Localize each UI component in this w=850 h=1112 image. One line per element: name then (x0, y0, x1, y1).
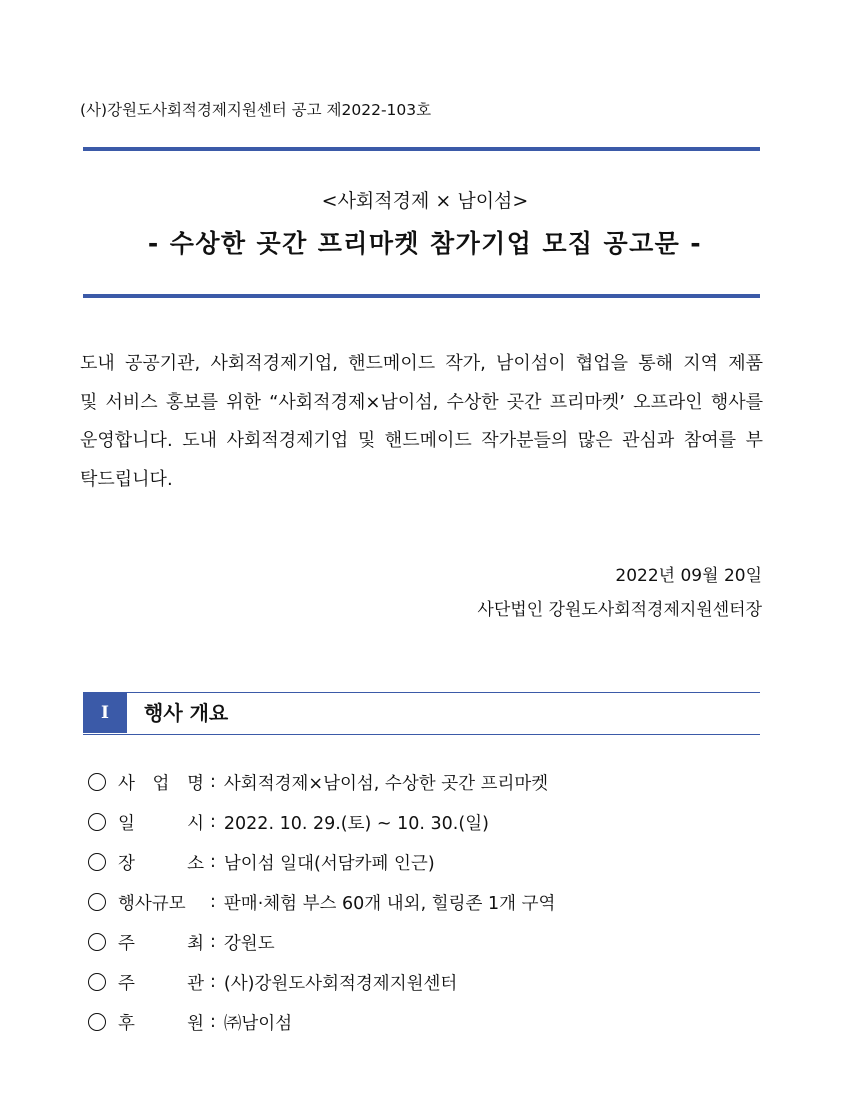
item-separator: : (210, 852, 216, 872)
item-label-part: 소 (187, 853, 204, 874)
item-label-part: 관 (187, 973, 204, 994)
item-separator: : (210, 892, 216, 912)
item-label-part: 원 (187, 1013, 204, 1034)
bottom-divider (83, 294, 760, 298)
item-label (118, 970, 204, 995)
intro-paragraph: 도내 공공기관, 사회적경제기업, 핸드메이드 작가, 남이섬이 협업을 통해 지역 제품 및 서비스 홍보를 위한 “사회적경제×남이섬, 수상한 곳간 프리마켓’ 오프라인 행사를 운영합니다. 도내 사회적경제기업 및 핸드메이드 작가분들의 많은 관심과 참여를 부탁드립니다. (80, 353, 763, 490)
item-label (118, 890, 204, 915)
list-item (88, 842, 555, 882)
section-number: I (83, 693, 127, 733)
item-label (118, 850, 204, 875)
announcement-date: 2022년 09월 20일 (615, 566, 762, 586)
item-label-part: 주 (118, 973, 135, 994)
item-label-part: 주 (118, 933, 135, 954)
section-header (83, 692, 760, 735)
item-value: (사)강원도사회적경제지원센터 (223, 973, 458, 994)
item-label-part: 후 (118, 1013, 135, 1034)
list-item (88, 962, 555, 1002)
circle-bullet-icon (88, 973, 106, 991)
circle-bullet-icon (88, 893, 106, 911)
item-label (118, 770, 204, 795)
item-value: 사회적경제×남이섬, 수상한 곳간 프리마켓 (223, 773, 549, 794)
section-title: 행사 개요 (144, 701, 229, 725)
item-separator: : (210, 932, 216, 952)
signer: 사단법인 강원도사회적경제지원센터장 (477, 600, 762, 620)
item-label-part: 명 (187, 773, 204, 794)
list-item (88, 762, 555, 802)
item-separator: : (210, 1012, 216, 1032)
list-item (88, 882, 555, 922)
circle-bullet-icon (88, 933, 106, 951)
item-label (118, 930, 204, 955)
item-value: 2022. 10. 29.(토) ~ 10. 30.(일) (223, 813, 489, 834)
page-title: - 수상한 곳간 프리마켓 참가기업 모집 공고문 - (147, 229, 703, 258)
item-value: ㈜남이섬 (223, 1013, 293, 1034)
item-value: 강원도 (223, 933, 275, 954)
list-item (88, 802, 555, 842)
item-label-part: 최 (187, 933, 204, 954)
notice-number: (사)강원도사회적경제지원센터 공고 제2022-103호 (80, 101, 432, 119)
item-label-part: 행사규모 (118, 893, 186, 914)
list-item (88, 922, 555, 962)
item-value: 남이섬 일대(서담카페 인근) (223, 853, 435, 874)
item-separator: : (210, 812, 216, 832)
subtitle: <사회적경제 × 남이섬> (321, 190, 529, 212)
item-label-part: 장 (118, 853, 135, 874)
item-label-part: 일 (118, 813, 135, 834)
item-label-part: 시 (187, 813, 204, 834)
circle-bullet-icon (88, 853, 106, 871)
event-overview-list (88, 762, 555, 1042)
item-separator: : (210, 772, 216, 792)
top-divider (83, 147, 760, 151)
item-label-part: 업 (152, 773, 170, 794)
item-label (118, 1010, 204, 1035)
item-label (118, 810, 204, 835)
item-value: 판매·체험 부스 60개 내외, 힐링존 1개 구역 (223, 893, 556, 914)
item-label-part: 사 (118, 773, 135, 794)
circle-bullet-icon (88, 773, 106, 791)
circle-bullet-icon (88, 813, 106, 831)
list-item (88, 1002, 555, 1042)
circle-bullet-icon (88, 1013, 106, 1031)
item-separator: : (210, 972, 216, 992)
